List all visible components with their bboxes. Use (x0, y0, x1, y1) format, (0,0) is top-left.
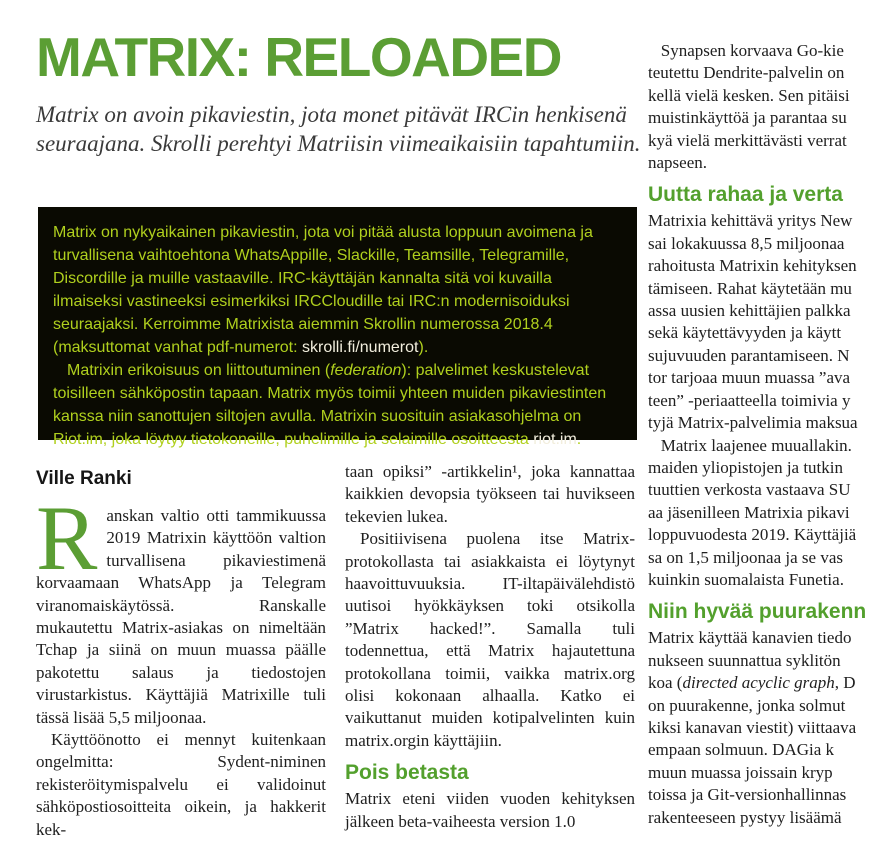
text-span: nukseen suunnattua syklitön (648, 650, 841, 670)
text-line (648, 107, 879, 129)
text-line (648, 233, 879, 255)
text-span: sujuvuuden parantamiseen. N (648, 345, 850, 365)
text-span: teen” -periaatteella toimivia y (648, 390, 851, 410)
text-line (648, 524, 879, 546)
text-span: tämiseen. Rahat käytetään mu (648, 278, 852, 298)
body-paragraph: taan opiksi” -artikkelin¹, joka kannattaa kaikkien devopsia työkseen tai huvikseen tekevien lukea. (345, 462, 635, 526)
text-span: , D (834, 673, 856, 693)
text-span: kellä vielä kesken. Sen pitäisi (648, 85, 850, 105)
text-line (648, 784, 879, 806)
text-span: federation (330, 362, 402, 379)
text-line (648, 762, 879, 784)
text-span: maiden yliopistojen ja tutkin (648, 457, 844, 477)
text-span: aa jäsenilleen Matrixia pikavi (648, 502, 850, 522)
infobox-paragraph (53, 359, 622, 451)
text-line (648, 322, 879, 344)
text-span: empaan solmuun. DAGia k (648, 740, 835, 760)
text-span: Matrixin erikoisuus on liittoutuminen ( (67, 362, 331, 379)
text-line (648, 390, 879, 412)
body-paragraph: Käyttöönotto ei mennyt kuitenkaan ongelmitta: Sydent-niminen rekisteröitymispalvelu ei validoinut sähköpostiosoitteita oikein, ja hakkerit kek- (36, 730, 326, 839)
text-span: teutettu Dendrite-palvelin on (648, 63, 845, 83)
text-span: koa ( (648, 673, 683, 693)
article-title: MATRIX: RELOADED (36, 26, 561, 88)
text-line (648, 345, 879, 367)
text-line (648, 717, 879, 739)
column-middle (345, 461, 635, 848)
text-line (648, 435, 879, 457)
text-span: Synapsen korvaava Go-kie (648, 41, 844, 60)
text-line (648, 569, 879, 591)
body-paragraph: Matrix eteni viiden vuoden kehityksen jälkeen beta-vaiheesta version 1.0 (345, 789, 635, 831)
text-line (648, 300, 879, 322)
text-span: napseen. (648, 153, 708, 173)
body-paragraph (648, 40, 879, 174)
column-left (36, 487, 326, 848)
text-span: directed acyclic graph (682, 673, 835, 693)
text-line (648, 278, 879, 300)
text-span: assa uusien kehittäjien palkka (648, 301, 851, 321)
body-paragraph (648, 210, 879, 591)
text-span: loppuvuodesta 2019. Käyttäjiä (648, 525, 857, 545)
body-paragraph (648, 627, 879, 829)
text-span: kuinkin suomalaista Funetia. (648, 569, 844, 589)
text-line (648, 367, 879, 389)
text-line (648, 85, 879, 107)
column-right (648, 40, 879, 848)
text-line (648, 210, 879, 232)
text-span: sekä käytettävyyden ja käytt (648, 323, 842, 343)
text-span: ). (418, 339, 429, 356)
text-span: Matrix on nykyaikainen pikaviestin, jota voi pitää alusta loppuun avoimena ja turvallisena vaihtoehtona WhatsAppille, Slackille, Teamsille, Telegramille, Discordille ja muille vastaaville. IRC-käyttäjän kannalta sitä voi kuvailla ilmaiseksi vastineeksi esimerkiksi IRCCloudille tai IRC:n modernisoiduksi seuraajaksi. Kerroimme Matrixista aiemmin Skrollin numerossa 2018.4 (maksuttomat vanhat pdf-numerot: (53, 224, 593, 356)
text-line (648, 807, 879, 829)
text-line (648, 457, 879, 479)
text-span: Matrix laajenee muuallakin. (648, 435, 852, 455)
section-heading: Niin hyvää puurakenn (648, 600, 867, 624)
text-line (648, 672, 879, 694)
text-span: muistinkäyttöä ja parantaa su (648, 108, 847, 128)
body-paragraph: Positiivisena puolena itse Matrix-protokollasta tai asiakkaista ei löytynyt haavoittuvuuksia. IT-iltapäivälehdistö uutisoi hyökkäyksen toki otsikolla ”Matrix hacked!”. Samalla tuli todennettua, että Matrix hajautettuna protokollana toimii, vaikka matrix.org olisi kokonaan alhaalla. Katko ei vaikuttanut muiden kotipalvelinten kuin matrix.orgin käyttäjiin. (345, 529, 635, 750)
text-line (648, 627, 879, 649)
text-line (648, 695, 879, 717)
text-span: tuuttien verkosta vastaava SU (648, 480, 851, 500)
text-line (648, 412, 879, 434)
section-heading: Pois betasta (345, 761, 469, 785)
paragraph-text: anskan valtio otti tammikuussa 2019 Matrixin käyttöön valtion turvallisena pikaviestimenä korvaamaan WhatsApp ja Telegram viranomaiskäytössä. Ranskalle mukautettu Matrix-asiakas on nimeltään Tchap ja siinä on muun muassa päälle pakotettu salaus ja tiedostojen virustarkistus. Käyttäjiä Matrixille tuli tässä lisää 5,5 miljoonaa. (36, 506, 326, 727)
text-line (648, 40, 879, 62)
article-standfirst: Matrix on avoin pikaviestin, jota monet pitävät IRCin henkisenä seuraajana. Skrolli perehtyi Matriisin viimeaikaisiin tapahtumiin. (36, 102, 641, 156)
text-line (648, 547, 879, 569)
text-span: tor tarjoaa muun muassa ”ava (648, 368, 851, 388)
text-line (648, 650, 879, 672)
text-line (648, 255, 879, 277)
author-byline: Ville Ranki (36, 468, 132, 489)
drop-cap: R (36, 487, 98, 589)
text-span: Matrixia kehittävä yritys New (648, 211, 853, 231)
body-paragraph (36, 487, 326, 729)
text-span: on puurakenne, jonka solmut (648, 695, 846, 715)
text-line (648, 62, 879, 84)
text-span: Matrix käyttää kanavien tiedo (648, 628, 852, 648)
text-line (648, 739, 879, 761)
text-span: kyä vielä merkittävästi verrat (648, 130, 847, 150)
text-span: kiksi kanavan viestit) viittaava (648, 717, 857, 737)
text-span: rahoitusta Matrixin kehityksen (648, 256, 857, 276)
text-span: sai lokakuussa 8,5 miljoonaa (648, 233, 845, 253)
inline-link[interactable]: riot.im (533, 431, 577, 448)
text-span: sa on 1,5 miljoonaa ja se vas (648, 547, 843, 567)
text-line (648, 152, 879, 174)
text-line (648, 130, 879, 152)
text-span: ): palvelimet keskustelevat toisilleen sähköpostin tapaan. Matrix myös toimii yhteen muiden pikaviestinten kanssa niin sanottujen siltojen avulla. Matrixin suosituin asiakasohjelma on Riot.im, joka löytyy tietokoneille, puhelimille ja selaimille osoitteesta (53, 362, 607, 448)
text-span: muun muassa joissain kryp (648, 762, 833, 782)
inline-link[interactable]: skrolli.fi/numerot (302, 339, 419, 356)
infobox-paragraph (53, 221, 622, 359)
text-line (648, 479, 879, 501)
text-span: . (576, 431, 582, 448)
text-line (648, 502, 879, 524)
text-span: rakenteeseen pystyy lisäämä (648, 807, 842, 827)
section-heading: Uutta rahaa ja verta (648, 183, 843, 207)
text-span: toissa ja Git-versionhallinnas (648, 785, 847, 805)
text-span: tyjä Matrix-palvelimia maksua (648, 413, 858, 433)
infobox (38, 207, 637, 448)
